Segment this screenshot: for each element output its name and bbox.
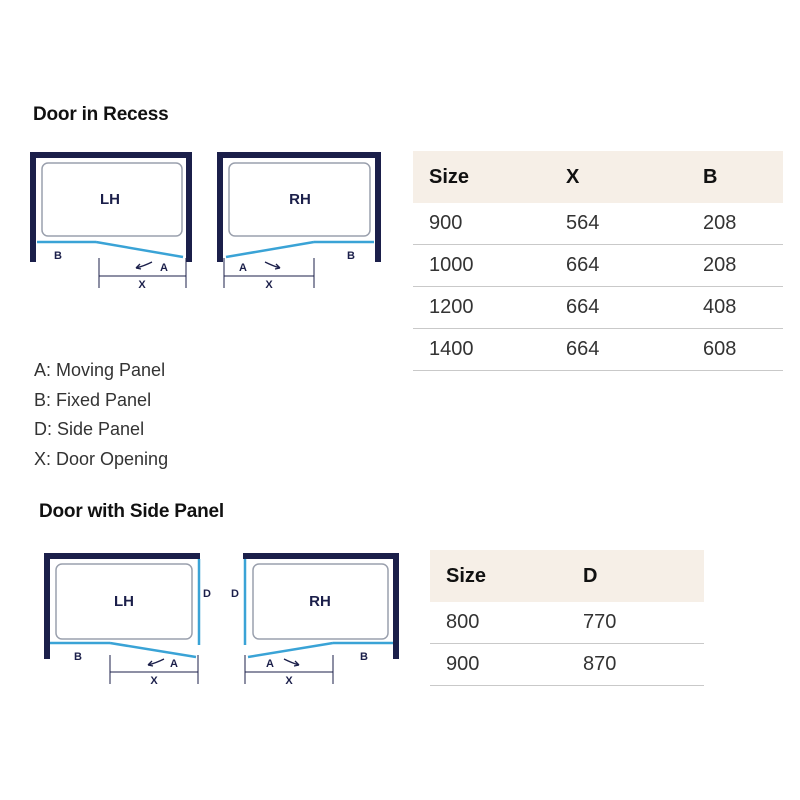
table-row	[413, 203, 783, 245]
recess-size-table	[413, 151, 783, 371]
legend-item: B: Fixed Panel	[34, 389, 152, 410]
recess-lh-x-label: X	[138, 279, 146, 291]
side-rh-arrow-icon	[284, 659, 299, 666]
side-rh-label: RH	[309, 593, 331, 610]
recess-rh-label: RH	[289, 191, 311, 208]
recess-rh-moving-panel	[226, 242, 314, 257]
side-lh-moving-panel	[110, 643, 196, 657]
section-title-recess: Door in Recess	[33, 104, 169, 125]
table-cell: 664	[550, 329, 687, 371]
side-panel-size-table	[430, 550, 704, 686]
side-lh-arrow-icon	[148, 659, 164, 666]
table-header: X	[550, 151, 687, 203]
side-rh-x-label: X	[285, 675, 293, 687]
side-lh-x-label: X	[150, 675, 158, 687]
table-cell: 664	[550, 287, 687, 329]
side-lh-diagram	[47, 556, 211, 687]
table-header: B	[687, 151, 783, 203]
recess-lh-b-label: B	[54, 250, 62, 262]
table-cell: 408	[687, 287, 783, 329]
recess-lh-frame	[33, 155, 189, 262]
side-lh-b-label: B	[74, 651, 82, 663]
side-rh-d-label: D	[231, 588, 239, 600]
legend-item: A: Moving Panel	[34, 360, 166, 380]
recess-rh-x-label: X	[265, 279, 273, 291]
table-header-row	[430, 550, 704, 602]
recess-rh-frame	[220, 155, 378, 262]
table-row	[413, 245, 783, 287]
legend-item: X: Door Opening	[34, 448, 169, 469]
recess-lh-label: LH	[100, 191, 120, 208]
legend	[34, 356, 168, 474]
recess-lh-a-label: A	[160, 262, 168, 274]
table-cell: 800	[430, 602, 567, 644]
table-cell: 1200	[413, 287, 550, 329]
table-cell: 664	[550, 245, 687, 287]
table-header: Size	[430, 550, 567, 602]
recess-rh-b-label: B	[347, 250, 355, 262]
side-rh-a-label: A	[266, 658, 274, 670]
table-cell: 1000	[413, 245, 550, 287]
table-cell: 564	[550, 203, 687, 245]
table-header: D	[567, 550, 704, 602]
table-header-row	[413, 151, 783, 203]
side-rh-diagram	[231, 556, 396, 687]
table-cell: 608	[687, 329, 783, 371]
recess-lh-moving-panel	[96, 242, 183, 257]
side-lh-label: LH	[114, 593, 134, 610]
table-cell: 900	[430, 644, 567, 686]
side-rh-moving-panel	[248, 643, 333, 657]
table-cell: 208	[687, 245, 783, 287]
recess-rh-diagram	[220, 155, 378, 291]
side-lh-a-label: A	[170, 658, 178, 670]
table-cell: 870	[567, 644, 704, 686]
legend-item: D: Side Panel	[34, 419, 145, 439]
table-cell: 208	[687, 203, 783, 245]
side-rh-b-label: B	[360, 651, 368, 663]
table-cell: 900	[413, 203, 550, 245]
recess-rh-a-label: A	[239, 262, 247, 274]
side-lh-d-label: D	[203, 588, 211, 600]
table-row	[430, 602, 704, 644]
recess-rh-arrow-icon	[265, 262, 280, 269]
table-row	[413, 287, 783, 329]
table-row	[430, 644, 704, 686]
table-header: Size	[413, 151, 550, 203]
table-cell: 770	[567, 602, 704, 644]
recess-lh-arrow-icon	[136, 262, 152, 269]
section-title-side-panel: Door with Side Panel	[39, 501, 224, 522]
table-cell: 1400	[413, 329, 550, 371]
recess-lh-diagram	[33, 155, 189, 291]
table-row	[413, 329, 783, 371]
